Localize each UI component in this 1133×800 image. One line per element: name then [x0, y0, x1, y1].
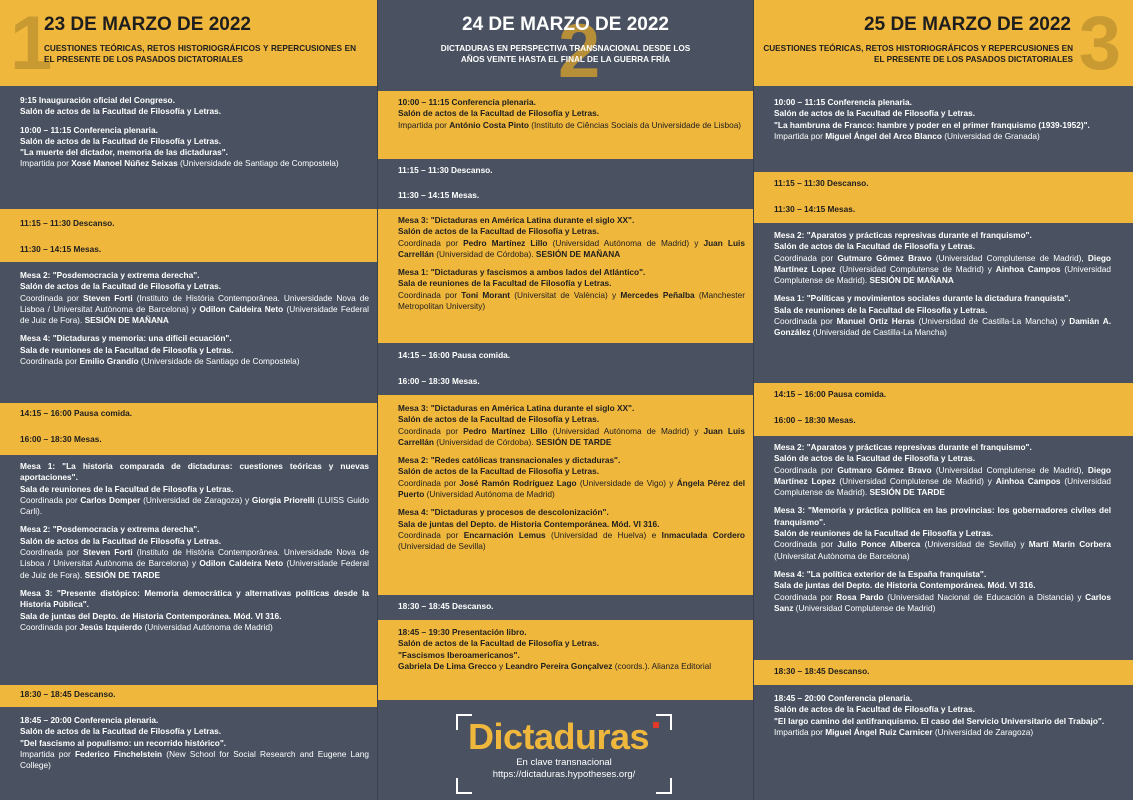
schedule-item: Mesa 3: "Dictaduras en América Latina durante el siglo XX". Salón de actos de la Facultad de Filosofía y Letras. Coordinada por Pedro Martínez Lillo (Universidad Autónoma de Madrid) y Juan Luis Carrellán (Universidad de Córdoba). SESIÓN DE MAÑANA	[398, 215, 745, 259]
day1-number: 1	[10, 1, 53, 86]
logo-dot-icon	[653, 722, 659, 728]
day2-date: 24 DE MARZO DE 2022	[462, 14, 669, 35]
schedule-item: 18:45 – 20:00 Conferencia plenaria. Salón de actos de la Facultad de Filosofía y Letras. "Del fascismo al populismo: un recorrido histórico". Impartida por Federico Finchelstein (New School for Social Research and Eugene Lang College)	[20, 715, 370, 771]
day3-block-opening	[754, 91, 1133, 172]
day3-block-break: 11:15 – 11:30 Descanso.	[754, 172, 1133, 198]
day1-block-afternoon-mesas: 16:00 – 18:30 Mesas.	[0, 428, 377, 455]
schedule-item: Mesa 1: "Dictaduras y fascismos a ambos lados del Atlántico". Sala de reuniones de la Facultad de Filosofía y Letras. Coordinada por Toni Morant (Universitat de València) y Mercedes Peñalba (Manchester Metropolitan University)	[398, 267, 745, 312]
schedule-item: Mesa 4: "La política exterior de la España franquista". Sala de juntas del Depto. de Historia Contemporánea. Mód. VI 316. Coordinada por Rosa Pardo (Universidad Nacional de Educación a Distancia) y Carlos Sanz (Universidad Complutense de Madrid)	[774, 568, 1111, 613]
day1-block-afternoon-panels	[0, 455, 377, 685]
day2-block-mesas: 11:30 – 14:15 Mesas.	[378, 184, 753, 209]
day1-column	[0, 0, 377, 800]
frame-corner-icon	[456, 778, 472, 794]
schedule-item: 10:00 – 11:15 Conferencia plenaria. Salón de actos de la Facultad de Filosofía y Letras. "La muerte del dictador, memoria de las dictaduras". Impartida por Xosé Manoel Núñez Seixas (Universidade de Santiago de Compostela)	[20, 124, 339, 169]
schedule-item: 18:45 – 20:00 Conferencia plenaria. Salón de actos de la Facultad de Filosofía y Letras. "El largo camino del antifranquismo. El caso del Servicio Universitario del Trabajo". Impartida por Miguel Ángel Ruiz Carnicer (Universidad de Zaragoza)	[774, 693, 1105, 737]
day2-block-book	[378, 620, 753, 700]
day2-subtitle: DICTADURAS EN PERSPECTIVA TRANSNACIONAL DESDE LOS AÑOS VEINTE HASTA EL FINAL DE LA GUERRA FRÍA	[440, 44, 691, 64]
logo-url[interactable]: https://dictaduras.hypotheses.org/	[492, 769, 636, 780]
schedule-item: Mesa 2: "Posdemocracia y extrema derecha". Salón de actos de la Facultad de Filosofía y Letras. Coordinada por Steven Forti (Instituto de História Contemporânea. Universidade Nova de Lisboa / Universitat Autònoma de Barcelona) y Odilon Caldeira Neto (Universidade Federal de Juiz de Fora). SESIÓN DE MAÑANA	[20, 270, 369, 326]
schedule-item: Mesa 3: "Presente distópico: Memoria democrática y alternativas políticas desde la Historia Pública". Sala de juntas del Depto. de Historia Contemporánea. Mód. VI 316. Coordinada por Jesús Izquierdo (Universidad Autónoma de Madrid)	[20, 587, 369, 632]
day2-block-lunch: 14:15 – 16:00 Pausa comida.	[378, 343, 753, 369]
day1-block-lunch: 14:15 – 16:00 Pausa comida.	[0, 403, 377, 428]
day2-block-break2: 18:30 – 18:45 Descanso.	[378, 595, 753, 620]
logo-tagline: En clave transnacional	[516, 757, 612, 768]
schedule-item: 10:00 – 11:15 Conferencia plenaria. Salón de actos de la Facultad de Filosofía y Letras. Impartida por António Costa Pinto (Instituto de Ciências Sociais da Universidade de Lisboa)	[398, 97, 742, 130]
schedule-item: Mesa 2: "Aparatos y prácticas represivas durante el franquismo". Salón de actos de la Facultad de Filosofía y Letras. Coordinada por Gutmaro Gómez Bravo (Universidad Complutense de Madrid), Diego Martínez Lopez (Universidad Complutense de Madrid) y Ainhoa Campos (Universidad Complutense de Madrid). SESIÓN DE TARDE	[774, 442, 1111, 498]
day1-date: 23 DE MARZO DE 2022	[44, 14, 251, 35]
day3-subtitle: CUESTIONES TEÓRICAS, RETOS HISTORIOGRÁFICOS Y REPERCUSIONES EN EL PRESENTE DE LOS PASADOS DICTATORIALES	[763, 44, 1073, 64]
day2-block-opening	[378, 91, 753, 159]
schedule-item: Mesa 1: "La historia comparada de dictaduras: cuestiones teóricas y nuevas aportaciones". Sala de reuniones de la Facultad de Filosofía y Letras. Coordinada por Carlos Domper (Universidad de Zaragoza) y Giorgia Priorelli (LUISS Guido Carli).	[20, 461, 369, 517]
day3-block-mesas: 11:30 – 14:15 Mesas.	[754, 198, 1133, 223]
day2-block-afternoon-panels	[378, 395, 753, 595]
schedule-item: Mesa 2: "Aparatos y prácticas represivas durante el franquismo". Salón de actos de la Facultad de Filosofía y Letras. Coordinada por Gutmaro Gómez Bravo (Universidad Complutense de Madrid), Diego Martínez Lopez (Universidad Complutense de Madrid) y Ainhoa Campos (Universidad Complutense de Madrid). SESIÓN DE MAÑANA	[774, 230, 1111, 286]
frame-corner-icon	[656, 778, 672, 794]
day1-block-break: 11:15 – 11:30 Descanso.	[0, 209, 377, 236]
day3-block-afternoon-panels	[754, 436, 1133, 660]
day1-block-closing	[0, 707, 377, 800]
schedule-item: 9:15 Inauguración oficial del Congreso. Salón de actos de la Facultad de Filosofía y Letras.	[20, 95, 222, 117]
schedule-item: Mesa 2: "Redes católicas transnacionales y dictaduras". Salón de actos de la Facultad de Filosofía y Letras. Coordinada por José Ramón Rodríguez Lago (Universidade de Vigo) y Ángela Pérez del Puerto (Universidad Autónoma de Madrid)	[398, 455, 745, 500]
day1-block-break2: 18:30 – 18:45 Descanso.	[0, 685, 377, 707]
day2-block-afternoon-mesas: 16:00 – 18:30 Mesas.	[378, 369, 753, 395]
day2-block-morning-panels	[378, 209, 753, 343]
day2-number: 2	[558, 9, 601, 86]
schedule-item: Mesa 4: "Dictaduras y memoria: una difícil ecuación". Sala de reuniones de la Facultad de Filosofía y Letras. Coordinada por Emilio Grandío (Universidade de Santiago de Compostela)	[20, 333, 300, 367]
schedule-item: Mesa 2: "Posdemocracia y extrema derecha". Salón de actos de la Facultad de Filosofía y Letras. Coordinada por Steven Forti (Instituto de História Contemporânea. Universidade Nova de Lisboa / Universitat Autònoma de Barcelona) y Odilon Caldeira Neto (Universidade Federal de Juiz de Fora). SESIÓN DE TARDE	[20, 524, 369, 580]
day2-header	[378, 0, 753, 86]
logo-wordmark: Dictaduras	[468, 716, 650, 757]
day3-block-morning-panels	[754, 223, 1133, 383]
day1-block-mesas: 11:30 – 14:15 Mesas.	[0, 236, 377, 262]
day3-column	[754, 0, 1133, 800]
schedule-item: Mesa 3: "Dictaduras en América Latina durante el siglo XX". Salón de actos de la Facultad de Filosofía y Letras. Coordinada por Pedro Martínez Lillo (Universidad Autónoma de Madrid) y Juan Luis Carrellán (Universidad de Córdoba). SESIÓN DE TARDE	[398, 403, 745, 447]
dictaduras-logo	[456, 714, 672, 798]
day1-block-morning-panels	[0, 262, 377, 403]
day3-block-lunch: 14:15 – 16:00 Pausa comida.	[754, 383, 1133, 409]
schedule-item: 18:45 – 19:30 Presentación libro. Salón de actos de la Facultad de Filosofía y Letras. "Fascismos Iberoamericanos". Gabriela De Lima Grecco y Leandro Pereira Gonçalvez (coords.). Alianza Editorial	[398, 627, 712, 671]
day3-block-closing	[754, 685, 1133, 800]
schedule-item: 10:00 – 11:15 Conferencia plenaria. Salón de actos de la Facultad de Filosofía y Letras. "La hambruna de Franco: hambre y poder en el primer franquismo (1939-1952)". Impartida por Miguel Ángel del Arco Blanco (Universidad de Granada)	[774, 97, 1090, 141]
day2-column	[377, 0, 754, 800]
schedule-item: Mesa 4: "Dictaduras y procesos de descolonización". Sala de juntas del Depto. de Historia Contemporánea. Mód. VI 316. Coordinada por Encarnación Lemus (Universidad de Huelva) e Inmaculada Cordero (Universidad de Sevilla)	[398, 507, 745, 552]
day1-block-opening	[0, 91, 377, 209]
day2-block-break: 11:15 – 11:30 Descanso.	[378, 159, 753, 184]
day1-header	[0, 0, 377, 86]
day3-date: 25 DE MARZO DE 2022	[864, 14, 1071, 35]
day3-block-afternoon-mesas: 16:00 – 18:30 Mesas.	[754, 409, 1133, 436]
schedule-item: Mesa 1: "Políticas y movimientos sociales durante la dictadura franquista". Sala de reuniones de la Facultad de Filosofía y Letras. Coordinada por Manuel Ortiz Heras (Universidad de Castilla-La Mancha) y Damián A. González (Universidad de Castilla-La Mancha)	[774, 293, 1111, 338]
schedule-item: Mesa 3: "Memoria y práctica política en las provincias: los gobernadores civiles del franquismo". Salón de reuniones de la Facultad de Filosofía y Letras. Coordinada por Julio Ponce Alberca (Universidad de Sevilla) y Martí Marín Corbera (Universitat Autònoma de Barcelona)	[774, 505, 1112, 561]
day3-block-break2: 18:30 – 18:45 Descanso.	[754, 660, 1133, 685]
day3-header	[754, 0, 1133, 86]
day1-subtitle: CUESTIONES TEÓRICAS, RETOS HISTORIOGRÁFICOS Y REPERCUSIONES EN EL PRESENTE DE LOS PASADOS DICTATORIALES	[44, 44, 356, 64]
day3-number: 3	[1078, 1, 1121, 86]
